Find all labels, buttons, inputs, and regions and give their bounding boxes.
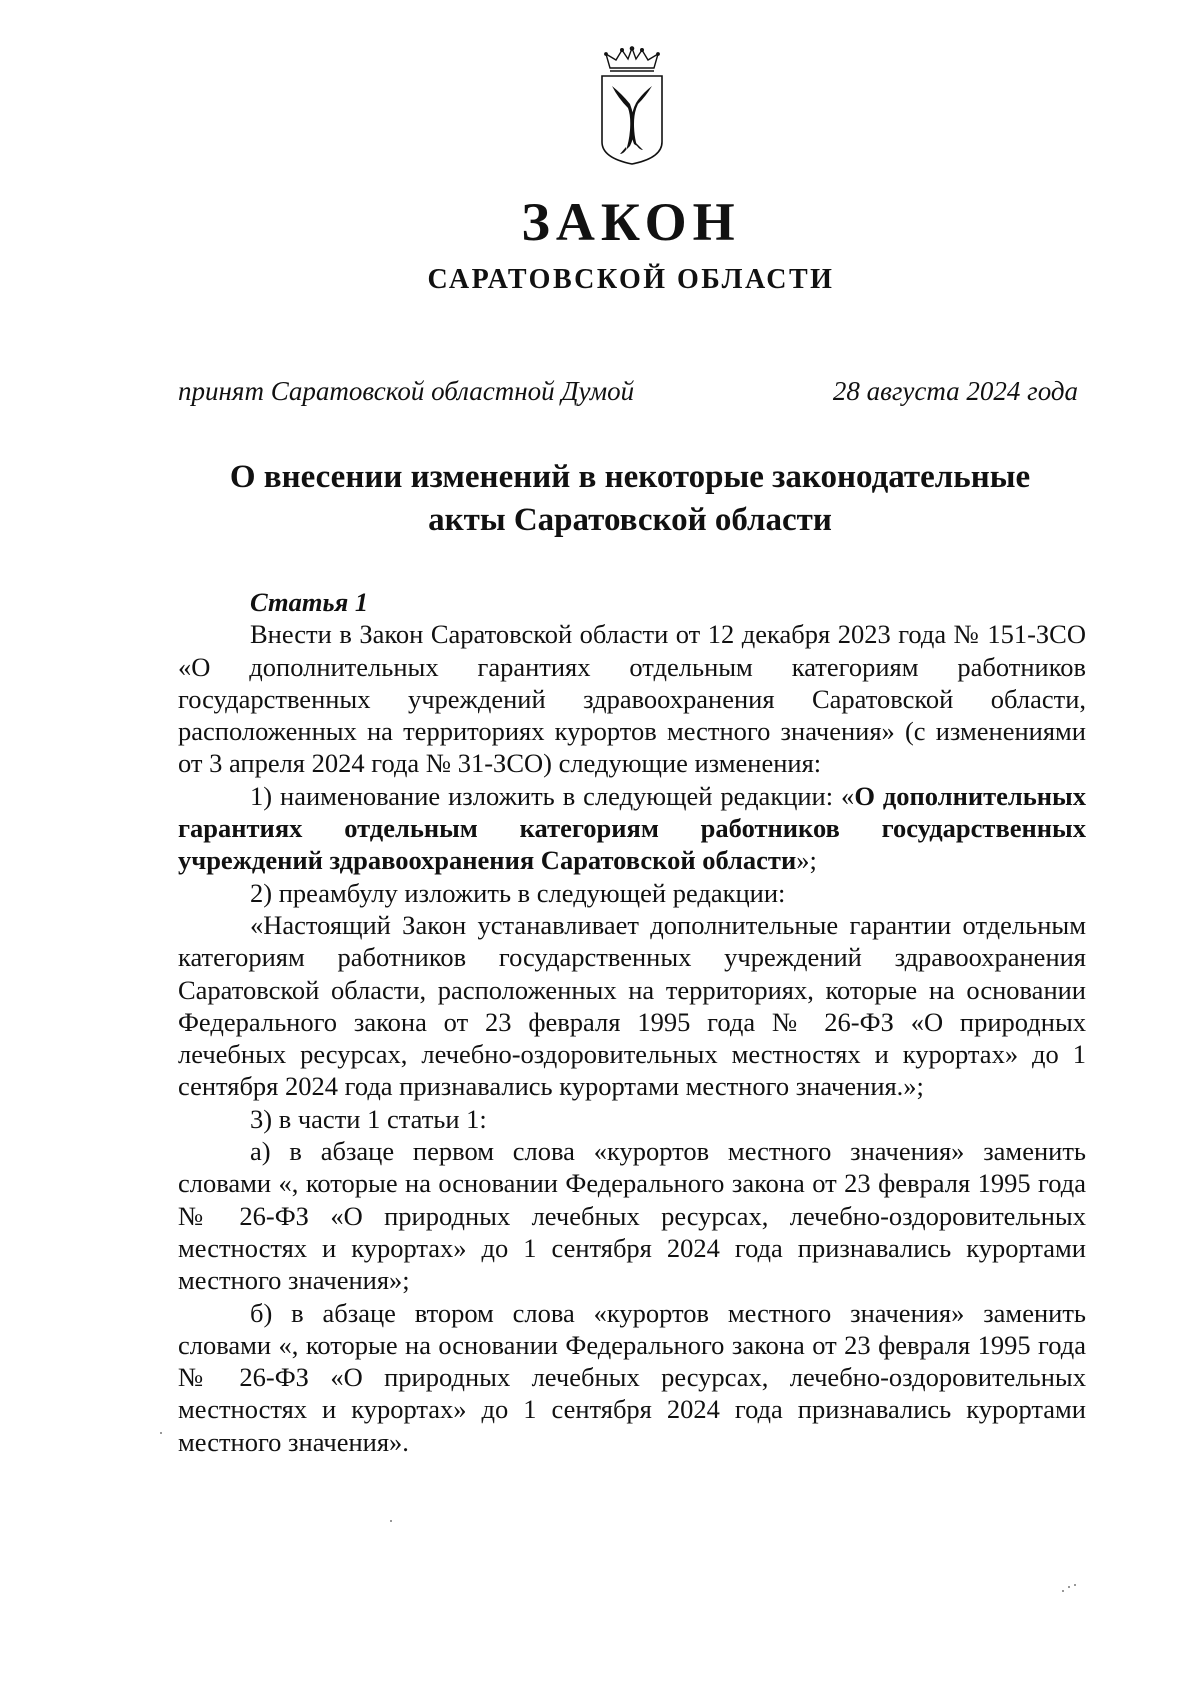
document-title-line2: акты Саратовской области (428, 502, 832, 538)
law-title: ЗАКОН (521, 192, 741, 252)
scan-speck (1068, 1586, 1070, 1588)
item-2-quote: «Настоящий Закон устанавливает дополнительные гарантии отдельным категориям работников государственных учреждений здравоохранения Саратовской области, расположенных на территориях, которые на основании Федерального закона от 23 февраля 1995 года № 26-ФЗ «О природных лечебных ресурсах, лечебно-оздоровительных местностях и курортах» до 1 сентября 2024 года признавались курортами местного значения.»; (178, 909, 1086, 1102)
item-3: 3) в части 1 статьи 1: (250, 1103, 487, 1134)
item-1 (178, 780, 1086, 877)
scan-speck (160, 1432, 162, 1434)
item-3a: а) в абзаце первом слова «курортов местного значения» заменить словами «, которые на основании Федерального закона от 23 февраля 1995 года № 26-ФЗ «О природных лечебных ресурсах, лечебно-оздоровительных местностях и курортах» до 1 сентября 2024 года признавались курортами местного значения»; (178, 1136, 1086, 1296)
scan-speck (390, 1520, 392, 1522)
law-subtitle: САРАТОВСКОЙ ОБЛАСТИ (427, 264, 835, 295)
article-1 (178, 586, 1086, 1458)
document-title (150, 456, 1110, 542)
item-1-prefix: 1) наименование изложить в следующей редакции: « (250, 780, 855, 811)
article-intro: Внести в Закон Саратовской области от 12 декабря 2023 года № 151-ЗСО «О дополнительных гарантиях отдельным категориям работников государственных учреждений здравоохранения Саратовской области, расположенных на территориях курортов местного значения» (с изменениями от 3 апреля 2024 года № 31-ЗСО) следующие изменения: (178, 619, 1086, 779)
scan-speck (1074, 1584, 1076, 1586)
item-3b: б) в абзаце втором слова «курортов местного значения» заменить словами «, которые на основании Федерального закона от 23 февраля 1995 года № 26-ФЗ «О природных лечебных ресурсах, лечебно-оздоровительных местностях и курортах» до 1 сентября 2024 года признавались курортами местного значения». (178, 1297, 1086, 1457)
item-1-suffix: »; (796, 845, 817, 876)
item-2: 2) преамбулу изложить в следующей редакции: (250, 877, 786, 908)
article-label: Статья 1 (250, 587, 369, 617)
item-1-new-title: О дополнительных гарантиях отдельным категориям работников государственных учреждений здравоохранения Саратовской области (178, 780, 1086, 876)
adoption-date: 28 августа 2024 года (832, 376, 1078, 406)
document-title-line1: О внесении изменений в некоторые законодательные (229, 459, 1031, 495)
saratov-coat-of-arms-icon (596, 46, 668, 166)
adopted-by: принят Саратовской областной Думой (178, 376, 635, 406)
scan-speck (1062, 1590, 1064, 1592)
